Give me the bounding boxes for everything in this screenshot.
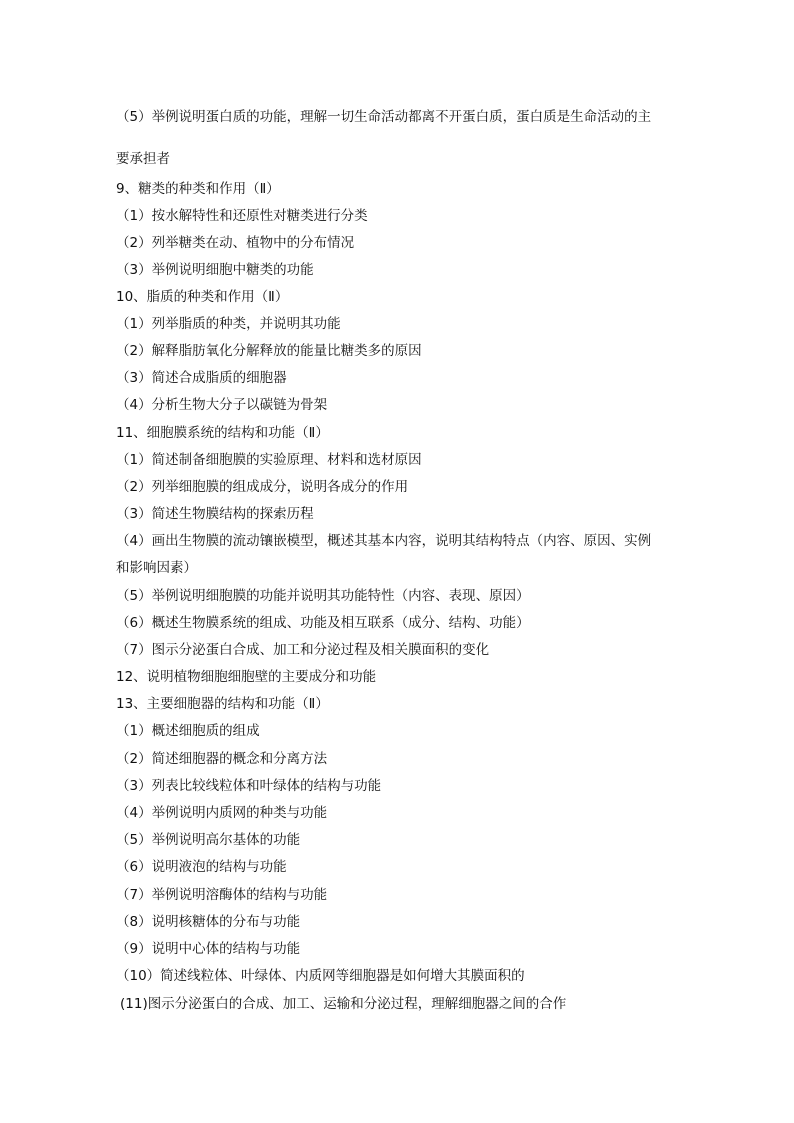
text-line: （3）简述生物膜结构的探索历程 — [116, 506, 314, 522]
text-line: （6）说明液泡的结构与功能 — [116, 859, 287, 875]
section-heading: 10、脂质的种类和作用（Ⅱ） — [116, 289, 289, 305]
text-line: （5）举例说明高尔基体的功能 — [116, 832, 301, 848]
text-line: （3）列表比较线粒体和叶绿体的结构与功能 — [116, 778, 382, 794]
text-line: （3）简述合成脂质的细胞器 — [116, 370, 287, 386]
text-line: （7）举例说明溶酶体的结构与功能 — [116, 887, 328, 903]
text-line: （4）举例说明内质网的种类与功能 — [116, 805, 328, 821]
text-line: （9）说明中心体的结构与功能 — [116, 941, 301, 957]
section-heading: 12、说明植物细胞细胞壁的主要成分和功能 — [116, 669, 377, 685]
text-line: （6）概述生物膜系统的组成、功能及相互联系（成分、结构、功能） — [116, 615, 530, 631]
section-heading: 13、主要细胞器的结构和功能（Ⅱ） — [116, 696, 329, 712]
text-line: （3）举例说明细胞中糖类的功能 — [116, 262, 314, 278]
section-heading: 11、细胞膜系统的结构和功能（Ⅱ） — [116, 425, 329, 441]
text-line: (11)图示分泌蛋白的合成、加工、运输和分泌过程，理解细胞器之间的合作 — [120, 996, 567, 1012]
text-line: （5）举例说明蛋白质的功能，理解一切生命活动都离不开蛋白质，蛋白质是生命活动的主 — [116, 109, 652, 125]
text-line: （5）举例说明细胞膜的功能并说明其功能特性（内容、表现、原因） — [116, 588, 530, 604]
text-line: （4）分析生物大分子以碳链为骨架 — [116, 397, 328, 413]
text-line: （7）图示分泌蛋白合成、加工和分泌过程及相关膜面积的变化 — [116, 642, 490, 658]
text-line: （1）列举脂质的种类，并说明其功能 — [116, 316, 341, 332]
text-line: （1）简述制备细胞膜的实验原理、材料和选材原因 — [116, 452, 422, 468]
text-line: （1）概述细胞质的组成 — [116, 723, 260, 739]
text-line: 和影响因素） — [116, 560, 197, 576]
text-line: （8）说明核糖体的分布与功能 — [116, 914, 301, 930]
text-line: 要承担者 — [116, 151, 170, 167]
text-line: （2）列举糖类在动、植物中的分布情况 — [116, 235, 355, 251]
text-line: （2）解释脂肪氧化分解释放的能量比糖类多的原因 — [116, 343, 422, 359]
text-line: （4）画出生物膜的流动镶嵌模型，概述其基本内容，说明其结构特点（内容、原因、实例 — [116, 533, 652, 549]
text-line: （1）按水解特性和还原性对糖类进行分类 — [116, 208, 368, 224]
section-heading: 9、糖类的种类和作用（Ⅱ） — [116, 181, 280, 197]
text-line: （10）简述线粒体、叶绿体、内质网等细胞器是如何增大其膜面积的 — [116, 968, 525, 984]
text-line: （2）简述细胞器的概念和分离方法 — [116, 751, 328, 767]
text-line: （2）列举细胞膜的组成成分，说明各成分的作用 — [116, 479, 409, 495]
